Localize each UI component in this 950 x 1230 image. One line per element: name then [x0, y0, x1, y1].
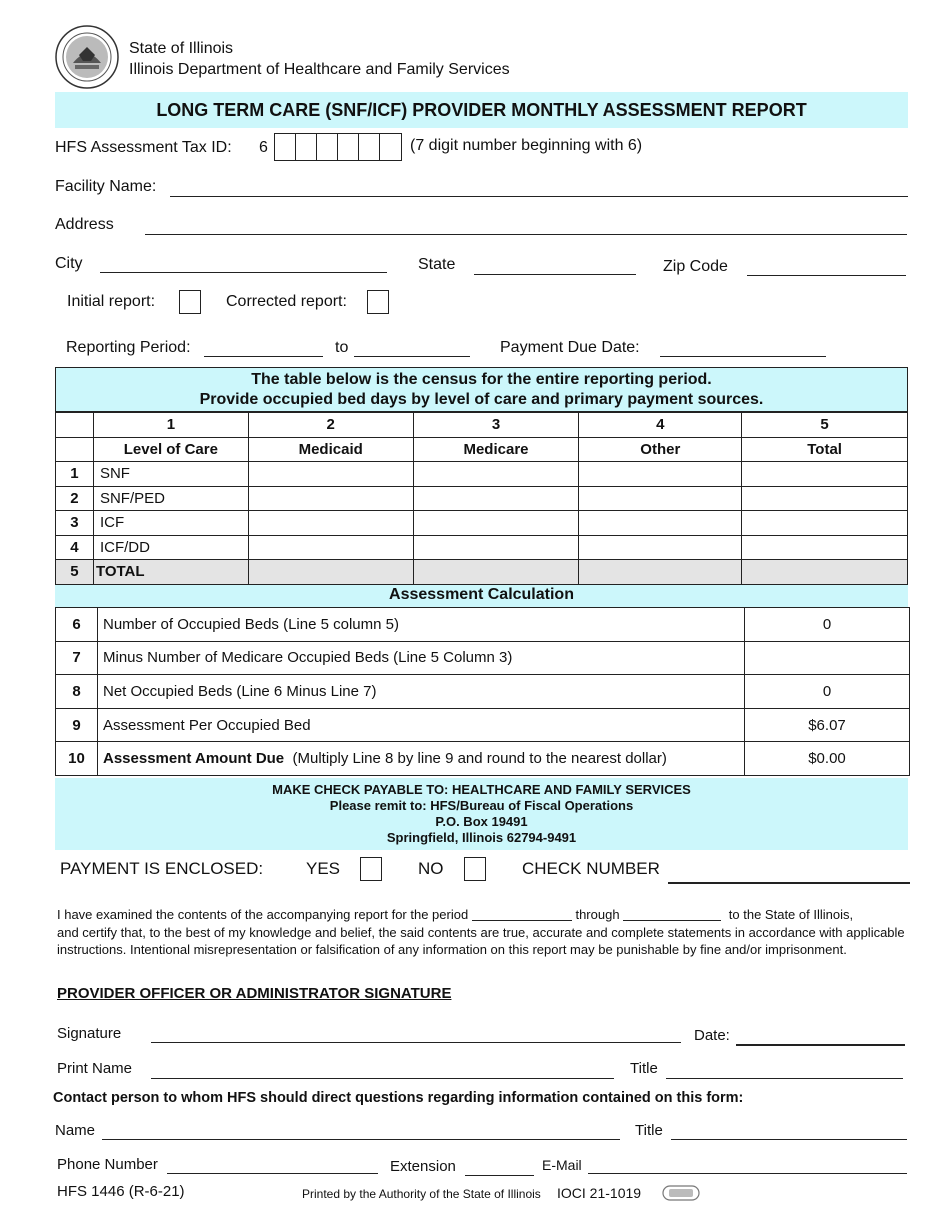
census-table: [55, 412, 908, 585]
census-blank-cell: [56, 413, 94, 438]
print-name-field[interactable]: [151, 1078, 614, 1079]
medicaid-cell[interactable]: [248, 535, 413, 560]
tax-id-digit[interactable]: [359, 134, 380, 160]
contact-title-label: Title: [635, 1122, 663, 1139]
tax-id-hint: (7 digit number beginning with 6): [410, 137, 643, 154]
table-row: [56, 535, 908, 560]
census-heading-line2: Provide occupied bed days by level of care and primary payment sources.: [199, 391, 764, 408]
column-number: 5: [742, 413, 908, 438]
row-label: ICF/DD: [93, 535, 248, 560]
medicaid-cell[interactable]: [248, 486, 413, 511]
line-number: 8: [56, 675, 98, 709]
line-value[interactable]: [745, 641, 910, 675]
census-blank-cell: [56, 437, 94, 462]
signature-label: Signature: [57, 1025, 122, 1042]
other-cell[interactable]: [579, 511, 742, 536]
row-number: 1: [56, 462, 94, 487]
address-field[interactable]: [145, 234, 907, 235]
zip-code-field[interactable]: [747, 275, 906, 276]
table-row: [56, 708, 910, 742]
line-value[interactable]: $6.07: [745, 708, 910, 742]
line-label: Number of Occupied Beds (Line 5 column 5): [98, 608, 745, 642]
city-field[interactable]: [100, 272, 387, 273]
payment-no-label: NO: [418, 859, 444, 878]
payment-yes-checkbox[interactable]: [360, 857, 382, 881]
signature-field[interactable]: [151, 1042, 681, 1043]
grand-total-cell: [742, 560, 908, 585]
period-start-field[interactable]: [204, 356, 323, 357]
form-title: LONG TERM CARE (SNF/ICF) PROVIDER MONTHLY ASSESSMENT REPORT: [55, 92, 908, 128]
row-number: 4: [56, 535, 94, 560]
total-cell[interactable]: [742, 486, 908, 511]
tax-id-input[interactable]: [274, 133, 402, 161]
medicare-total-cell: [413, 560, 579, 585]
remit-line: MAKE CHECK PAYABLE TO: HEALTHCARE AND FAMILY SERVICES: [272, 782, 691, 797]
total-cell[interactable]: [742, 535, 908, 560]
table-row: [56, 511, 908, 536]
certification-through: through: [575, 907, 620, 922]
table-row: [56, 486, 908, 511]
table-row: [56, 641, 910, 675]
email-label: E-Mail: [542, 1157, 582, 1173]
other-cell[interactable]: [579, 535, 742, 560]
tax-id-digit[interactable]: [317, 134, 338, 160]
check-number-field[interactable]: [668, 882, 910, 884]
column-header: Total: [742, 437, 908, 462]
date-label: Date:: [694, 1027, 730, 1044]
other-cell[interactable]: [579, 462, 742, 487]
table-row: [56, 742, 910, 776]
state-field[interactable]: [474, 274, 636, 275]
phone-number-field[interactable]: [167, 1173, 378, 1174]
medicaid-cell[interactable]: [248, 462, 413, 487]
total-cell[interactable]: [742, 462, 908, 487]
check-number-label: CHECK NUMBER: [522, 859, 660, 878]
column-header: Medicare: [413, 437, 579, 462]
address-label: Address: [55, 216, 114, 233]
medicare-cell[interactable]: [413, 511, 579, 536]
medicaid-cell[interactable]: [248, 511, 413, 536]
line-value[interactable]: $0.00: [745, 742, 910, 776]
printed-by-authority: Printed by the Authority of the State of Illinois: [302, 1187, 541, 1201]
period-end-field[interactable]: [354, 356, 470, 357]
tax-id-digit[interactable]: [380, 134, 401, 160]
email-field[interactable]: [588, 1173, 907, 1174]
payment-due-field[interactable]: [660, 356, 826, 357]
date-field[interactable]: [736, 1044, 905, 1046]
tax-id-digit[interactable]: [296, 134, 317, 160]
column-number: 2: [248, 413, 413, 438]
payment-no-checkbox[interactable]: [464, 857, 486, 881]
line-number: 10: [56, 742, 98, 776]
contact-name-field[interactable]: [102, 1139, 620, 1140]
ioci-logo-icon: [662, 1185, 700, 1201]
table-row: [56, 608, 910, 642]
department-name: Illinois Department of Healthcare and Family Services: [129, 61, 510, 78]
city-label: City: [55, 255, 83, 272]
column-header: Level of Care: [93, 437, 248, 462]
payment-yes-label: YES: [306, 859, 341, 878]
extension-label: Extension: [390, 1158, 456, 1175]
extension-field[interactable]: [465, 1175, 534, 1176]
census-heading-line1: The table below is the census for the entire reporting period.: [251, 371, 712, 388]
table-row-total: [56, 560, 908, 585]
assessment-heading: Assessment Calculation: [55, 585, 908, 607]
other-total-cell: [579, 560, 742, 585]
initial-report-checkbox[interactable]: [179, 290, 201, 314]
line-value[interactable]: 0: [745, 675, 910, 709]
corrected-report-checkbox[interactable]: [367, 290, 389, 314]
line-number: 6: [56, 608, 98, 642]
line-label: Assessment Per Occupied Bed: [98, 708, 745, 742]
line-number: 9: [56, 708, 98, 742]
tax-id-digit[interactable]: [275, 134, 296, 160]
column-number: 4: [579, 413, 742, 438]
row-number: 5: [56, 560, 94, 585]
period-to-label: to: [335, 339, 349, 356]
contact-name-label: Name: [55, 1122, 96, 1139]
certification-part1: I have examined the contents of the accompanying report for the period: [57, 907, 469, 922]
column-header: Medicaid: [248, 437, 413, 462]
table-row: [56, 675, 910, 709]
facility-name-field[interactable]: [170, 196, 908, 197]
row-number: 2: [56, 486, 94, 511]
line-label-bold: Assessment Amount Due: [103, 750, 285, 768]
state-name: State of Illinois: [129, 40, 234, 57]
certification-period-end-field[interactable]: [623, 920, 721, 921]
reporting-period-label: Reporting Period:: [66, 339, 191, 356]
officer-title-field[interactable]: [666, 1078, 903, 1079]
other-cell[interactable]: [579, 486, 742, 511]
certification-period-start-field[interactable]: [472, 920, 572, 921]
total-cell[interactable]: [742, 511, 908, 536]
medicare-cell[interactable]: [413, 535, 579, 560]
certification-text: [57, 906, 912, 959]
payment-due-label: Payment Due Date:: [500, 339, 640, 356]
line-label-detail: (Multiply Line 8 by line 9 and round to the nearest dollar): [292, 750, 667, 768]
payment-enclosed-label: PAYMENT IS ENCLOSED:: [60, 859, 264, 878]
facility-name-label: Facility Name:: [55, 178, 157, 195]
tax-id-digit[interactable]: [338, 134, 359, 160]
remit-line: Please remit to: HFS/Bureau of Fiscal Operations: [329, 798, 634, 813]
row-number: 3: [56, 511, 94, 536]
signature-heading: PROVIDER OFFICER OR ADMINISTRATOR SIGNATURE: [57, 985, 452, 1002]
column-header: Other: [579, 437, 742, 462]
table-row: [56, 462, 908, 487]
line-number: 7: [56, 641, 98, 675]
certification-part2: to the State of Illinois,: [728, 907, 854, 922]
phone-number-label: Phone Number: [57, 1156, 158, 1173]
assessment-table: [55, 607, 910, 776]
form-number: HFS 1446 (R-6-21): [57, 1183, 185, 1200]
medicare-cell[interactable]: [413, 486, 579, 511]
contact-heading: Contact person to whom HFS should direct questions regarding information contained on this form:: [53, 1090, 744, 1106]
row-label: TOTAL: [93, 560, 248, 585]
row-label: SNF/PED: [93, 486, 248, 511]
census-heading: [55, 367, 908, 412]
tax-id-label: HFS Assessment Tax ID:: [55, 139, 232, 156]
tax-id-prefix: 6: [259, 139, 268, 156]
line-label: Minus Number of Medicare Occupied Beds (Line 5 Column 3): [98, 641, 745, 675]
column-number: 3: [413, 413, 579, 438]
corrected-report-label: Corrected report:: [226, 293, 347, 310]
remit-instructions: [55, 778, 908, 850]
line-value[interactable]: 0: [745, 608, 910, 642]
column-number: 1: [93, 413, 248, 438]
initial-report-label: Initial report:: [67, 293, 156, 310]
row-label: SNF: [93, 462, 248, 487]
remit-line: Springfield, Illinois 62794-9491: [386, 830, 577, 845]
ioci-number: IOCI 21-1019: [557, 1185, 642, 1201]
medicaid-total-cell: [248, 560, 413, 585]
remit-line: P.O. Box 19491: [435, 814, 528, 829]
contact-title-field[interactable]: [671, 1139, 907, 1140]
medicare-cell[interactable]: [413, 462, 579, 487]
row-label: ICF: [93, 511, 248, 536]
line-label: Net Occupied Beds (Line 6 Minus Line 7): [98, 675, 745, 709]
line-label: [98, 742, 745, 776]
print-name-label: Print Name: [57, 1060, 133, 1077]
officer-title-label: Title: [630, 1060, 658, 1077]
state-label: State: [418, 256, 456, 273]
zip-code-label: Zip Code: [663, 258, 728, 275]
illinois-state-seal-icon: [55, 25, 119, 89]
certification-part3: and certify that, to the best of my knowledge and belief, the said contents are true, accurate and complete statements in accordance with applicable instructions. Intentional misrepresentation or falsification of any information on this report may be punishable by fine and/or imprisonment.: [57, 924, 905, 957]
